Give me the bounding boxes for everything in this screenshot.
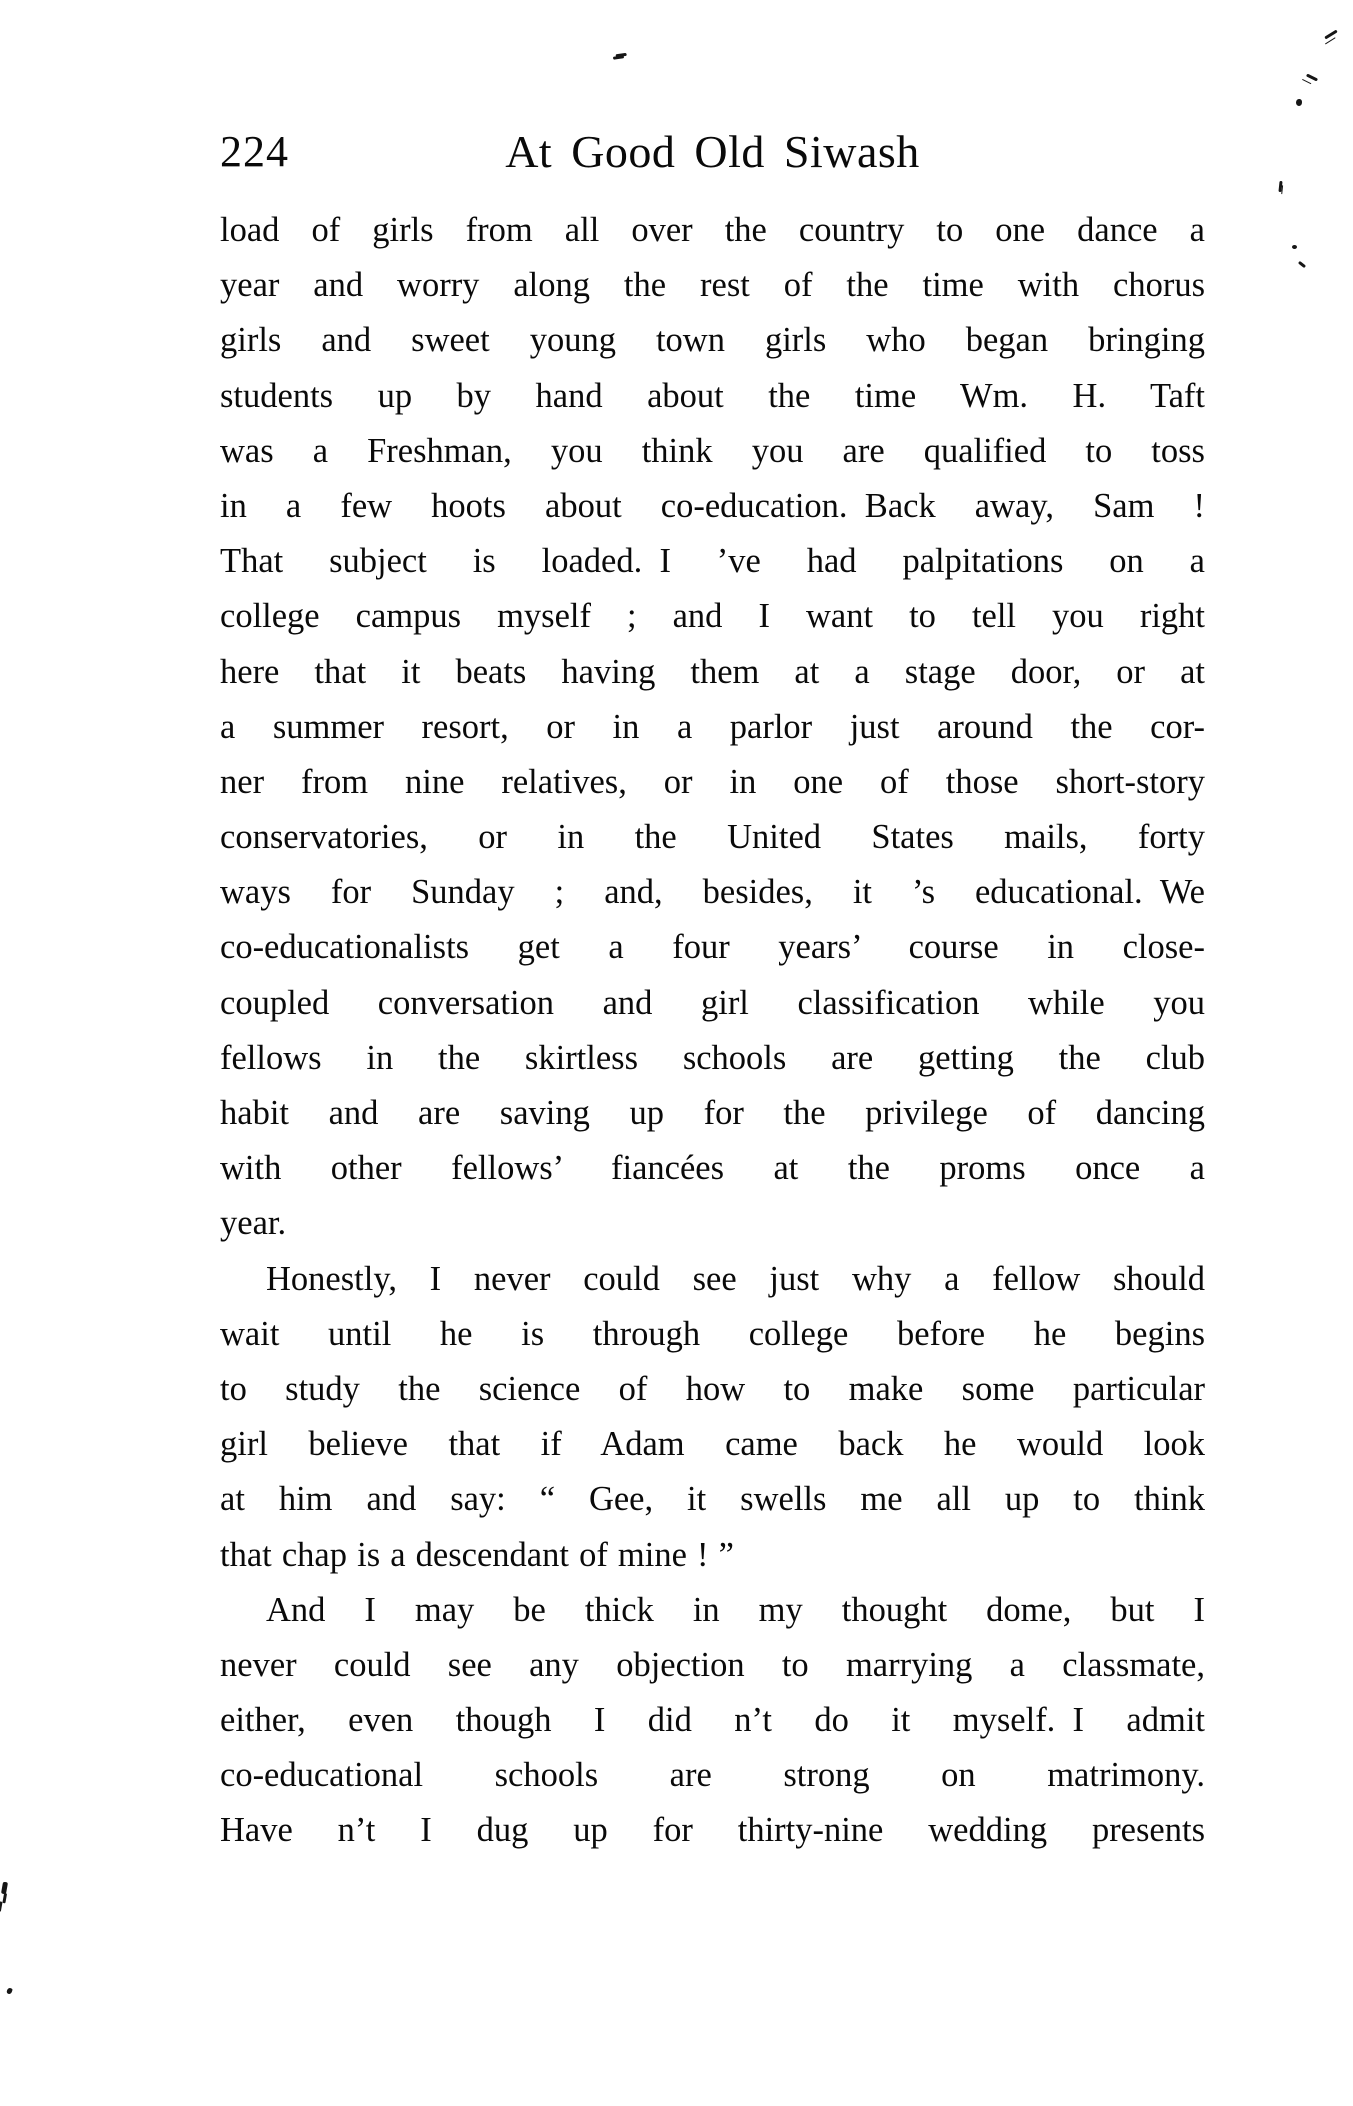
text-line: never could see any objection to marrying a classmate, <box>220 1645 1205 1684</box>
text-line: here that it beats having them at a stage door, or at <box>220 652 1205 691</box>
text-line: ner from nine relatives, or in one of those short-story <box>220 762 1205 801</box>
text-line: wait until he is through college before he begins <box>220 1314 1205 1353</box>
ink-speck <box>1292 245 1297 249</box>
text-line: students up by hand about the time Wm. H. Taft <box>220 376 1205 415</box>
text-line: was a Freshman, you think you are qualified to toss <box>220 431 1205 470</box>
ink-speck <box>1278 181 1282 192</box>
text-line: at him and say: “ Gee, it swells me all up to think <box>220 1480 1205 1519</box>
text-line: to study the science of how to make some particular <box>220 1369 1205 1408</box>
page-number: 224 <box>220 127 289 176</box>
page-body <box>220 203 1205 1859</box>
text-line: habit and are saving up for the privilege of dancing <box>220 1094 1205 1132</box>
ink-speck <box>1 1882 8 1895</box>
text-line: Honestly, I never could see just why a fellow should <box>266 1259 1205 1298</box>
page-header <box>220 128 1205 178</box>
text-line: fellows in the skirtless schools are getting the club <box>220 1038 1205 1077</box>
text-line: with other fellows’ fiancées at the proms once a <box>220 1149 1205 1188</box>
text-line: girls and sweet young town girls who began bringing <box>220 321 1205 360</box>
text-line: either, even though I did n’t do it myself. I admit <box>220 1701 1205 1740</box>
ink-speck <box>1306 74 1318 82</box>
ink-speck <box>1296 99 1302 106</box>
text-line: And I may be thick in my thought dome, but I <box>266 1590 1205 1629</box>
ink-speck <box>6 1987 13 1994</box>
text-line: conservatories, or in the United States mails, forty <box>220 818 1205 857</box>
ink-speck <box>1298 261 1306 268</box>
text-line: in a few hoots about co-education. Back away, Sam ! <box>220 486 1205 525</box>
text-line: load of girls from all over the country to one dance a <box>220 211 1205 249</box>
text-line: ways for Sunday ; and, besides, it ’s educational. We <box>220 873 1205 912</box>
text-line: co-educationalists get a four years’ course in close- <box>220 928 1205 967</box>
text-line: year. <box>220 1204 287 1243</box>
text-line: college campus myself ; and I want to tell you right <box>220 597 1205 636</box>
running-title: At Good Old Siwash <box>505 126 920 177</box>
text-line: year and worry along the rest of the time with chorus <box>220 266 1205 305</box>
text-line: a summer resort, or in a parlor just around the cor- <box>220 707 1205 746</box>
ink-speck <box>1324 30 1337 40</box>
text-line: girl believe that if Adam came back he would look <box>220 1425 1205 1464</box>
text-line: co-educational schools are strong on matrimony. <box>220 1756 1205 1795</box>
text-line: coupled conversation and girl classification while you <box>220 983 1205 1022</box>
text-line: that chap is a descendant of mine ! ” <box>220 1535 734 1574</box>
text-line: Have n’t I dug up for thirty-nine wedding presents <box>220 1811 1205 1850</box>
text-line: That subject is loaded. I ’ve had palpitations on a <box>220 542 1205 581</box>
ink-speck <box>613 55 624 60</box>
